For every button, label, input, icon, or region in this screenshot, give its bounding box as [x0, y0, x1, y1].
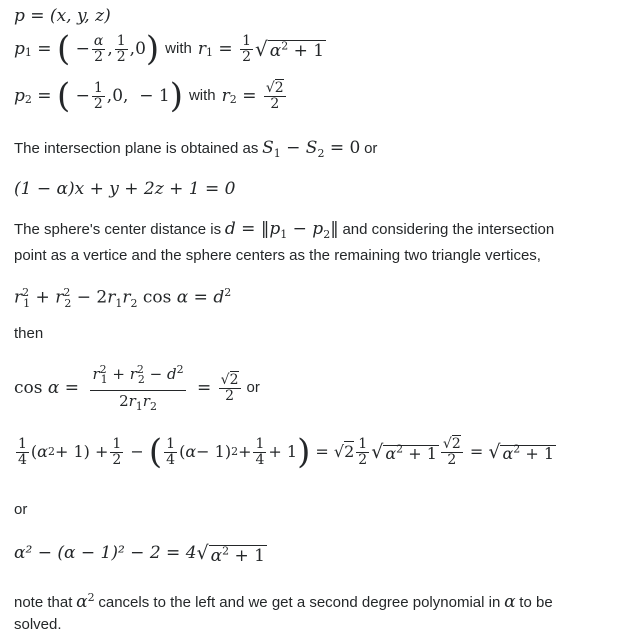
- cos-alpha-equation: cos α = $\frac{r^2_1 + r^2_2 - d^2}{2r_1r_2}$ = $\frac{√2}{2}$ or: [14, 364, 260, 412]
- p1-definition: p $_1$ = ( − $\frac{\alpha}{2}$ , $\frac{1}{2}$ ,0 ) with r $_1$ = $\frac{1}{2}$ √ $\alpha^2 + 1$: [14, 29, 325, 69]
- center-distance-paragraph: The sphere's center distance is $d = ‖p_1$ − $p_2‖$ and considering the intersection point as a vertice and the sphere centers as the remaining two triangle vertices,: [14, 219, 555, 264]
- half-fraction: $\frac{1}{2}$: [116, 32, 126, 65]
- note-paragraph: note that $\alpha^2$ cancels to the left and we get a second degree polynomial in α to be solved.: [14, 591, 553, 633]
- point-definition: [14, 6, 111, 26]
- plane-equation: (1 − α)x + y + 2z + 1 = 0: [14, 179, 236, 199]
- with-label-1: with: [165, 40, 192, 57]
- plane-paragraph: The intersection plane is obtained as $S_1 - S_2 = 0$ or: [14, 138, 378, 160]
- point-definition-text: p = (x, y, z): [14, 6, 111, 26]
- with-label-2: with: [188, 87, 216, 104]
- expanded-equation: $\frac{1}{4}$ ( α 2 + 1) + $\frac{1}{2}$ − ( $\frac{1}{4}$ ( α − 1) 2 + $\frac{1}{4}$ + 1 ) = √2 $\frac{1}{2}$ √ $\alpha^2 + 1$ $\frac{√2}{2}$ = √ $\alpha^2 + 1$: [18, 432, 555, 472]
- polynomial-equation: α² − (α − 1)² − 2 = 4 √ $\alpha^2 + 1$: [14, 542, 265, 566]
- or-label: or: [14, 501, 28, 518]
- alpha-half-fraction: $\frac{\alpha}{2}$: [93, 32, 104, 65]
- then-label: then: [14, 325, 44, 342]
- p2-definition: p $_2$ = ( − $\frac{1}{2}$ ,0, − 1 ) with r $_2$ = $\frac{√2}{2}$: [14, 76, 284, 116]
- law-of-cosines: $r^2_1 + r^2_2 - 2r_1r_2$ $\cos \alpha = d^2$: [14, 286, 232, 311]
